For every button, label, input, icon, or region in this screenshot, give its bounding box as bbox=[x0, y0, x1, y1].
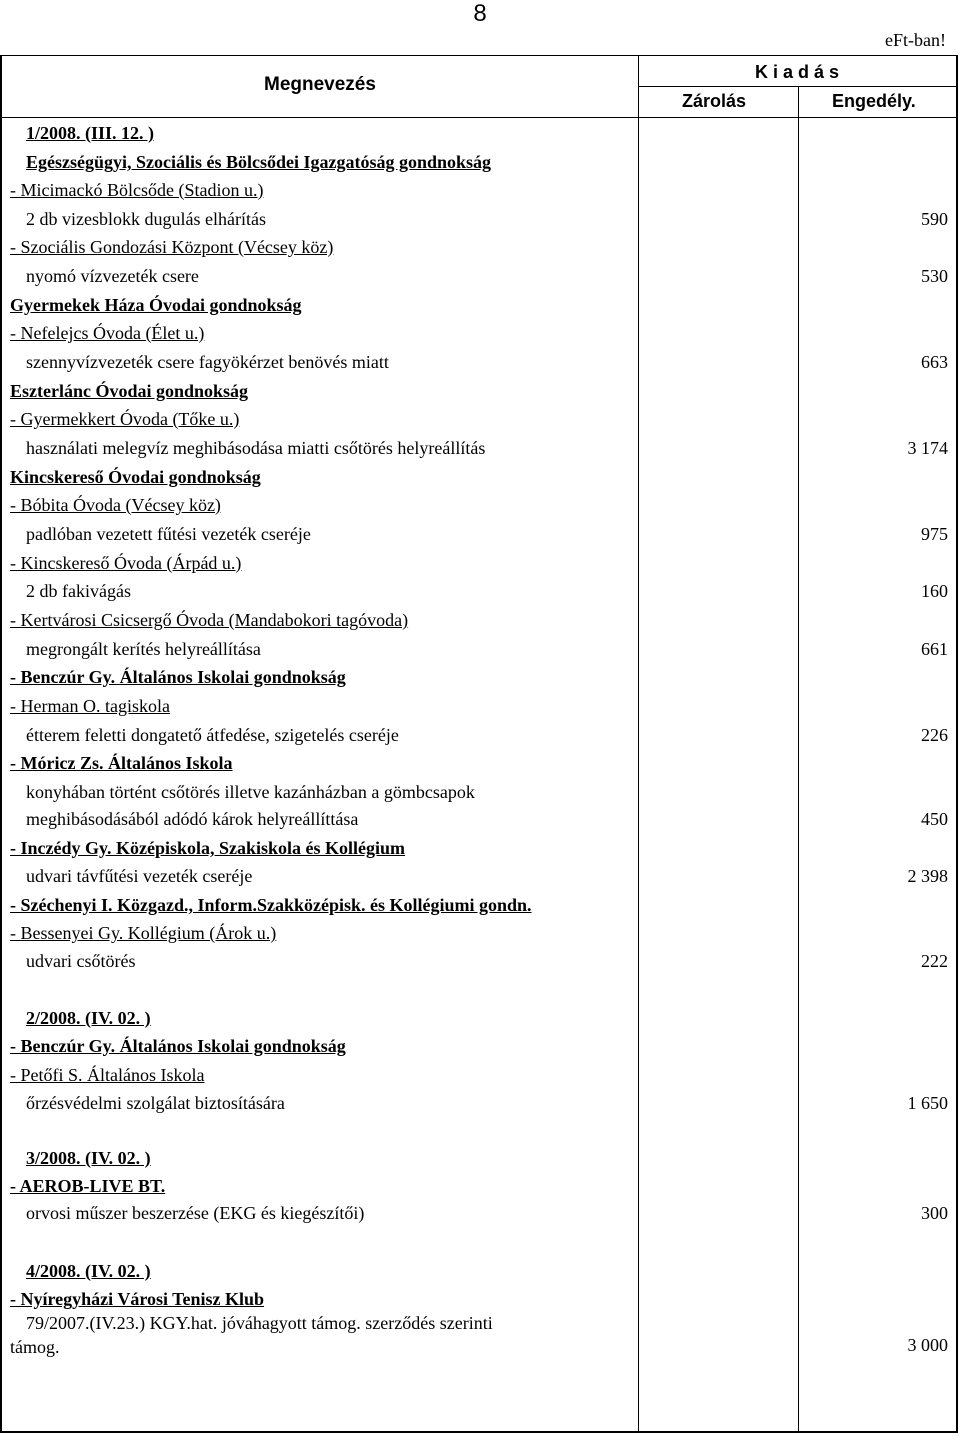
row-text: Kincskereső Óvodai gondnokság bbox=[10, 467, 261, 487]
table-row bbox=[0, 149, 958, 177]
table-row bbox=[0, 1258, 958, 1286]
row-text: használati melegvíz meghibásodása miatti csőtörés helyreállítás bbox=[26, 438, 486, 458]
row-text: - Kincskereső Óvoda (Árpád u.) bbox=[10, 553, 242, 573]
table-row bbox=[0, 578, 958, 606]
table-row bbox=[0, 1145, 958, 1173]
row-text: udvari távfűtési vezeték cseréje bbox=[26, 866, 253, 886]
row-value: 160 bbox=[921, 581, 948, 601]
header-name-col: Megnevezés bbox=[264, 74, 376, 95]
row-text: - Herman O. tagiskola bbox=[10, 696, 170, 716]
table-row bbox=[0, 1062, 958, 1090]
row-text: 2 db fakivágás bbox=[26, 581, 131, 601]
row-text: - Gyermekkert Óvoda (Tőke u.) bbox=[10, 409, 240, 429]
row-text: 2/2008. (IV. 02. ) bbox=[26, 1008, 151, 1028]
table-row bbox=[0, 177, 958, 205]
unit-label: eFt-ban! bbox=[885, 30, 946, 50]
row-text: 2 db vizesblokk dugulás elhárítás bbox=[26, 209, 266, 229]
row-text: étterem feletti dongatető átfedése, szigetelés cseréje bbox=[26, 725, 399, 745]
table-row bbox=[0, 607, 958, 635]
row-text: - Inczédy Gy. Középiskola, Szakiskola és Kollégium bbox=[10, 838, 406, 858]
table-row bbox=[0, 806, 958, 834]
table-row bbox=[0, 378, 958, 406]
header-mid-rule bbox=[638, 86, 958, 87]
row-text: - Nyíregyházi Városi Tenisz Klub bbox=[10, 1289, 265, 1309]
header-top-rule bbox=[0, 55, 958, 56]
table-row bbox=[0, 1033, 958, 1061]
row-text: nyomó vízvezeték csere bbox=[26, 266, 199, 286]
row-text: konyhában történt csőtörés illetve kazánházban a gömbcsapok bbox=[26, 782, 475, 802]
table-row bbox=[0, 1090, 958, 1118]
table-row bbox=[0, 1005, 958, 1033]
row-text: - AEROB-LIVE BT. bbox=[10, 1176, 166, 1196]
row-value: 300 bbox=[921, 1203, 948, 1223]
row-text: - Szociális Gondozási Központ (Vécsey köz) bbox=[10, 237, 334, 257]
header-expense: K i a d á s bbox=[755, 62, 840, 82]
table-row bbox=[0, 292, 958, 320]
table-row bbox=[0, 1200, 958, 1228]
header-bottom-rule bbox=[0, 117, 958, 118]
table-row bbox=[0, 948, 958, 976]
table-row bbox=[0, 863, 958, 891]
row-text: - Bóbita Óvoda (Vécsey köz) bbox=[10, 495, 221, 515]
table-row bbox=[0, 406, 958, 434]
table-row bbox=[0, 750, 958, 778]
row-text: Eszterlánc Óvodai gondnokság bbox=[10, 381, 249, 401]
row-text: 3/2008. (IV. 02. ) bbox=[26, 1148, 151, 1168]
table-row bbox=[0, 1230, 958, 1258]
table-row bbox=[0, 435, 958, 463]
table-row bbox=[0, 980, 958, 1008]
row-value: 450 bbox=[921, 809, 948, 829]
row-text: 79/2007.(IV.23.) KGY.hat. jóváhagyott támog. szerződés szerinti bbox=[26, 1313, 493, 1333]
table-row bbox=[0, 779, 958, 807]
table-row bbox=[0, 664, 958, 692]
row-text: - Micimackó Bölcsőde (Stadion u.) bbox=[10, 180, 264, 200]
table-row bbox=[0, 464, 958, 492]
table-row bbox=[0, 234, 958, 262]
row-value: 975 bbox=[921, 524, 948, 544]
table-row bbox=[0, 920, 958, 948]
row-value: 222 bbox=[921, 951, 948, 971]
header-freeze: Zárolás bbox=[682, 91, 747, 111]
header-permit: Engedély. bbox=[832, 91, 916, 111]
row-text: - Széchenyi I. Közgazd., Inform.Szakközépisk. és Kollégiumi gondn. bbox=[10, 895, 532, 915]
row-text: - Petőfi S. Általános Iskola bbox=[10, 1065, 205, 1085]
table-row bbox=[0, 320, 958, 348]
table-row bbox=[0, 693, 958, 721]
row-text: - Kertvárosi Csicsergő Óvoda (Mandabokori tagóvoda) bbox=[10, 610, 409, 630]
row-text: - Bessenyei Gy. Kollégium (Árok u.) bbox=[10, 923, 277, 943]
row-text: megrongált kerítés helyreállítása bbox=[26, 639, 261, 659]
row-text: - Benczúr Gy. Általános Iskolai gondnokság bbox=[10, 1036, 346, 1056]
table-row bbox=[0, 1120, 958, 1148]
row-text: - Móricz Zs. Általános Iskola bbox=[10, 753, 233, 773]
row-text: Egészségügyi, Szociális és Bölcsődei Igazgatóság gondnokság bbox=[26, 152, 492, 172]
row-text: 4/2008. (IV. 02. ) bbox=[26, 1261, 151, 1281]
row-text: - Nefelejcs Óvoda (Élet u.) bbox=[10, 323, 205, 343]
row-text: - Benczúr Gy. Általános Iskolai gondnokság bbox=[10, 667, 346, 687]
table-row bbox=[0, 1173, 958, 1201]
table-row bbox=[0, 636, 958, 664]
row-text: padlóban vezetett fűtési vezeték cseréje bbox=[26, 524, 311, 544]
row-text: őrzésvédelmi szolgálat biztosítására bbox=[26, 1093, 285, 1113]
table-row bbox=[0, 349, 958, 377]
row-text: Gyermekek Háza Óvodai gondnokság bbox=[10, 295, 302, 315]
row-value: 2 398 bbox=[907, 866, 948, 886]
row-value: 590 bbox=[921, 209, 948, 229]
table-row bbox=[0, 206, 958, 234]
row-text: udvari csőtörés bbox=[26, 951, 136, 971]
table-row bbox=[0, 722, 958, 750]
row-text: támog. bbox=[10, 1337, 60, 1357]
row-value: 530 bbox=[921, 266, 948, 286]
row-text: szennyvízvezeték csere fagyökérzet benövés miatt bbox=[26, 352, 389, 372]
table-row bbox=[0, 492, 958, 520]
row-text: meghibásodásából adódó károk helyreállíttása bbox=[26, 809, 359, 829]
row-text: 1/2008. (III. 12. ) bbox=[26, 123, 155, 143]
row-value: 3 000 bbox=[907, 1335, 948, 1355]
table-row bbox=[0, 1334, 958, 1362]
table-row bbox=[0, 263, 958, 291]
row-value: 1 650 bbox=[907, 1093, 948, 1113]
row-value: 226 bbox=[921, 725, 948, 745]
table-row bbox=[0, 892, 958, 920]
table-row bbox=[0, 521, 958, 549]
page-number: 8 bbox=[473, 0, 487, 27]
row-text: orvosi műszer beszerzése (EKG és kiegészítői) bbox=[26, 1203, 365, 1223]
table-row bbox=[0, 835, 958, 863]
row-value: 3 174 bbox=[907, 438, 948, 458]
table-row bbox=[0, 550, 958, 578]
row-value: 663 bbox=[921, 352, 948, 372]
table-row bbox=[0, 120, 958, 148]
row-value: 661 bbox=[921, 639, 948, 659]
